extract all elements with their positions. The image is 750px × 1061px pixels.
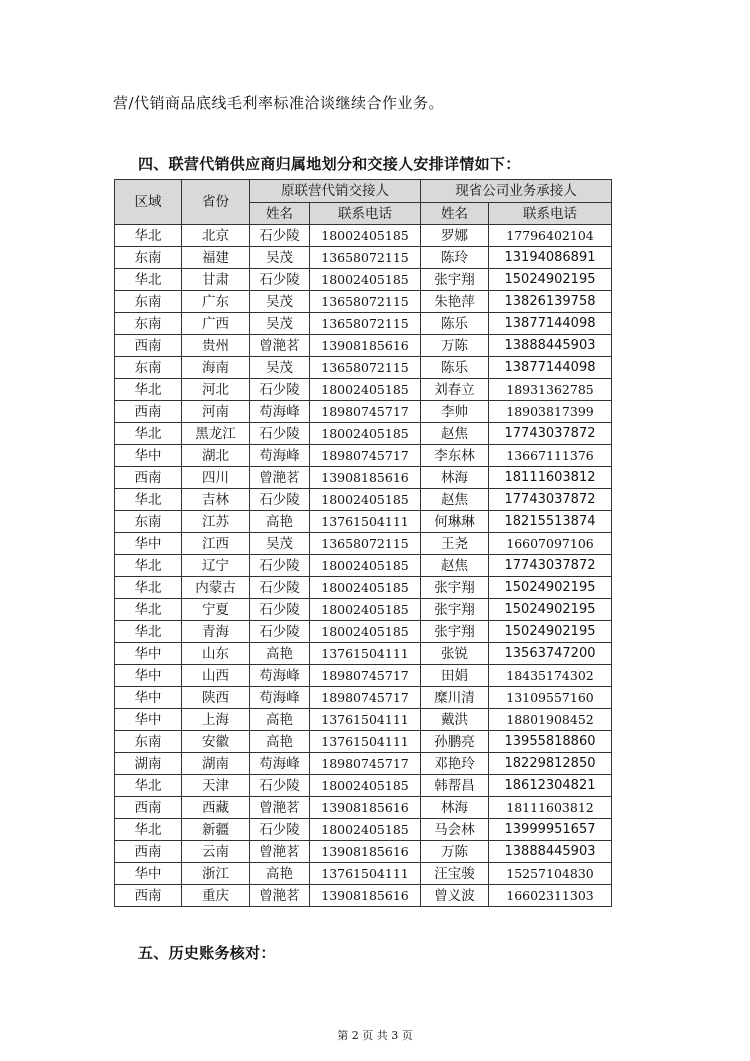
cell-new-phone: 18111603812 (489, 467, 612, 489)
cell-orig-name: 苟海峰 (250, 665, 310, 687)
cell-orig-name: 石少陵 (250, 269, 310, 291)
table-row (115, 555, 612, 577)
table-row (115, 687, 612, 709)
cell-new-phone: 13109557160 (489, 687, 612, 709)
cell-province: 西藏 (182, 797, 250, 819)
header-new-contact: 现省公司业务承接人 (421, 180, 612, 203)
cell-new-name: 糜川清 (421, 687, 489, 709)
cell-orig-phone: 13658072115 (310, 313, 421, 335)
cell-new-phone: 18229812850 (489, 753, 612, 775)
table-row (115, 225, 612, 247)
cell-orig-phone: 18980745717 (310, 401, 421, 423)
cell-orig-name: 苟海峰 (250, 445, 310, 467)
cell-orig-phone: 18002405185 (310, 423, 421, 445)
cell-province: 天津 (182, 775, 250, 797)
cell-new-phone: 16607097106 (489, 533, 612, 555)
table-row (115, 621, 612, 643)
cell-new-name: 张锐 (421, 643, 489, 665)
header-new-name: 姓名 (421, 203, 489, 225)
cell-province: 四川 (182, 467, 250, 489)
cell-region: 华中 (115, 533, 182, 555)
table-row (115, 401, 612, 423)
cell-province: 安徽 (182, 731, 250, 753)
cell-orig-name: 石少陵 (250, 599, 310, 621)
cell-region: 华北 (115, 269, 182, 291)
table-row (115, 291, 612, 313)
cell-province: 福建 (182, 247, 250, 269)
cell-orig-phone: 13908185616 (310, 335, 421, 357)
cell-province: 云南 (182, 841, 250, 863)
cell-province: 浙江 (182, 863, 250, 885)
cell-orig-name: 吴茂 (250, 357, 310, 379)
cell-orig-name: 石少陵 (250, 225, 310, 247)
cell-region: 东南 (115, 511, 182, 533)
table-row (115, 533, 612, 555)
cell-region: 华中 (115, 709, 182, 731)
cell-province: 陕西 (182, 687, 250, 709)
cell-orig-name: 石少陵 (250, 555, 310, 577)
cell-orig-name: 高艳 (250, 709, 310, 731)
header-original-contact: 原联营代销交接人 (250, 180, 421, 203)
section-four-heading: 四、联营代销供应商归属地划分和交接人安排详情如下： (138, 155, 521, 173)
table-row (115, 775, 612, 797)
cell-new-name: 李东林 (421, 445, 489, 467)
cell-orig-phone: 18002405185 (310, 269, 421, 291)
cell-new-phone: 15257104830 (489, 863, 612, 885)
cell-region: 华北 (115, 621, 182, 643)
cell-new-name: 张宇翔 (421, 621, 489, 643)
cell-province: 广东 (182, 291, 250, 313)
cell-orig-name: 苟海峰 (250, 753, 310, 775)
cell-new-phone: 18801908452 (489, 709, 612, 731)
table-row (115, 467, 612, 489)
cell-orig-name: 石少陵 (250, 621, 310, 643)
cell-new-name: 马会林 (421, 819, 489, 841)
cell-region: 华北 (115, 577, 182, 599)
table-row (115, 709, 612, 731)
cell-orig-phone: 13908185616 (310, 467, 421, 489)
cell-new-name: 田娟 (421, 665, 489, 687)
cell-new-phone: 17743037872 (489, 423, 612, 445)
cell-orig-phone: 13658072115 (310, 247, 421, 269)
table-row (115, 489, 612, 511)
cell-region: 华中 (115, 643, 182, 665)
continuation-paragraph: 营/代销商品底线毛利率标准洽谈继续合作业务。 (113, 94, 445, 112)
cell-orig-phone: 13658072115 (310, 291, 421, 313)
cell-province: 新疆 (182, 819, 250, 841)
cell-new-phone: 18612304821 (489, 775, 612, 797)
cell-orig-name: 吴茂 (250, 533, 310, 555)
cell-new-name: 朱艳萍 (421, 291, 489, 313)
header-orig-name: 姓名 (250, 203, 310, 225)
cell-orig-name: 曾滟茗 (250, 797, 310, 819)
cell-province: 广西 (182, 313, 250, 335)
cell-new-phone: 13888445903 (489, 841, 612, 863)
cell-orig-phone: 13761504111 (310, 511, 421, 533)
cell-province: 内蒙古 (182, 577, 250, 599)
cell-new-name: 赵焦 (421, 555, 489, 577)
cell-orig-name: 石少陵 (250, 423, 310, 445)
cell-new-name: 孙鹏亮 (421, 731, 489, 753)
cell-new-phone: 13877144098 (489, 357, 612, 379)
table-row (115, 863, 612, 885)
table-row (115, 445, 612, 467)
cell-province: 青海 (182, 621, 250, 643)
cell-new-name: 张宇翔 (421, 599, 489, 621)
cell-province: 贵州 (182, 335, 250, 357)
cell-orig-phone: 13761504111 (310, 643, 421, 665)
cell-province: 海南 (182, 357, 250, 379)
cell-new-name: 张宇翔 (421, 269, 489, 291)
cell-new-phone: 15024902195 (489, 577, 612, 599)
cell-region: 华中 (115, 445, 182, 467)
cell-new-name: 赵焦 (421, 489, 489, 511)
cell-orig-name: 苟海峰 (250, 687, 310, 709)
cell-region: 东南 (115, 247, 182, 269)
cell-new-phone: 15024902195 (489, 599, 612, 621)
cell-province: 宁夏 (182, 599, 250, 621)
cell-region: 西南 (115, 841, 182, 863)
cell-orig-name: 高艳 (250, 511, 310, 533)
cell-province: 重庆 (182, 885, 250, 907)
cell-new-phone: 15024902195 (489, 269, 612, 291)
cell-new-name: 曾义波 (421, 885, 489, 907)
section-five-heading: 五、历史账务核对： (138, 944, 276, 962)
table-row (115, 313, 612, 335)
cell-province: 辽宁 (182, 555, 250, 577)
cell-new-name: 陈乐 (421, 357, 489, 379)
cell-new-name: 罗娜 (421, 225, 489, 247)
cell-orig-phone: 18002405185 (310, 621, 421, 643)
cell-province: 北京 (182, 225, 250, 247)
cell-orig-name: 曾滟茗 (250, 885, 310, 907)
table-row (115, 797, 612, 819)
cell-region: 西南 (115, 401, 182, 423)
table-row (115, 665, 612, 687)
cell-orig-phone: 13908185616 (310, 797, 421, 819)
cell-province: 山东 (182, 643, 250, 665)
cell-region: 湖南 (115, 753, 182, 775)
cell-orig-phone: 18002405185 (310, 775, 421, 797)
table-row (115, 599, 612, 621)
cell-region: 华北 (115, 775, 182, 797)
cell-orig-phone: 18002405185 (310, 225, 421, 247)
cell-region: 华北 (115, 489, 182, 511)
cell-region: 华中 (115, 665, 182, 687)
cell-orig-name: 石少陵 (250, 489, 310, 511)
cell-new-name: 刘春立 (421, 379, 489, 401)
cell-orig-name: 高艳 (250, 863, 310, 885)
cell-orig-name: 高艳 (250, 731, 310, 753)
cell-orig-name: 曾滟茗 (250, 841, 310, 863)
cell-new-phone: 13563747200 (489, 643, 612, 665)
cell-new-phone: 17743037872 (489, 555, 612, 577)
table-row (115, 423, 612, 445)
table-row (115, 269, 612, 291)
table-row (115, 819, 612, 841)
cell-region: 东南 (115, 291, 182, 313)
cell-province: 甘肃 (182, 269, 250, 291)
cell-new-name: 汪宝骏 (421, 863, 489, 885)
cell-province: 上海 (182, 709, 250, 731)
cell-orig-phone: 13658072115 (310, 357, 421, 379)
cell-new-name: 邓艳玲 (421, 753, 489, 775)
table-row (115, 643, 612, 665)
cell-province: 河北 (182, 379, 250, 401)
cell-orig-name: 吴茂 (250, 247, 310, 269)
cell-orig-phone: 18980745717 (310, 665, 421, 687)
table-row (115, 753, 612, 775)
cell-province: 湖南 (182, 753, 250, 775)
cell-region: 华北 (115, 423, 182, 445)
cell-region: 西南 (115, 335, 182, 357)
cell-orig-phone: 18002405185 (310, 599, 421, 621)
cell-orig-phone: 13908185616 (310, 885, 421, 907)
table-row (115, 247, 612, 269)
cell-region: 华北 (115, 225, 182, 247)
cell-region: 华北 (115, 819, 182, 841)
cell-new-name: 万陈 (421, 841, 489, 863)
table-row (115, 577, 612, 599)
cell-region: 华北 (115, 379, 182, 401)
cell-new-name: 何琳琳 (421, 511, 489, 533)
header-orig-phone: 联系电话 (310, 203, 421, 225)
cell-province: 吉林 (182, 489, 250, 511)
cell-orig-phone: 18980745717 (310, 445, 421, 467)
cell-orig-name: 曾滟茗 (250, 467, 310, 489)
cell-region: 华北 (115, 555, 182, 577)
cell-orig-name: 苟海峰 (250, 401, 310, 423)
cell-province: 湖北 (182, 445, 250, 467)
cell-region: 华中 (115, 687, 182, 709)
cell-new-phone: 18931362785 (489, 379, 612, 401)
cell-new-name: 万陈 (421, 335, 489, 357)
cell-orig-phone: 18002405185 (310, 819, 421, 841)
cell-new-name: 韩帮昌 (421, 775, 489, 797)
table-row (115, 335, 612, 357)
cell-orig-name: 高艳 (250, 643, 310, 665)
cell-region: 东南 (115, 731, 182, 753)
cell-orig-phone: 18980745717 (310, 687, 421, 709)
supplier-handover-table (114, 179, 612, 907)
cell-region: 西南 (115, 885, 182, 907)
cell-new-phone: 17796402104 (489, 225, 612, 247)
cell-region: 西南 (115, 797, 182, 819)
cell-new-name: 戴洪 (421, 709, 489, 731)
cell-orig-name: 石少陵 (250, 379, 310, 401)
cell-new-phone: 18903817399 (489, 401, 612, 423)
table-row (115, 841, 612, 863)
cell-orig-phone: 18980745717 (310, 753, 421, 775)
table-row (115, 357, 612, 379)
cell-new-name: 林海 (421, 467, 489, 489)
cell-province: 江苏 (182, 511, 250, 533)
cell-orig-phone: 13761504111 (310, 709, 421, 731)
cell-new-name: 张宇翔 (421, 577, 489, 599)
cell-region: 东南 (115, 313, 182, 335)
cell-province: 山西 (182, 665, 250, 687)
header-new-phone: 联系电话 (489, 203, 612, 225)
cell-orig-name: 石少陵 (250, 775, 310, 797)
cell-region: 华中 (115, 863, 182, 885)
cell-new-phone: 17743037872 (489, 489, 612, 511)
cell-new-name: 陈玲 (421, 247, 489, 269)
table-row (115, 731, 612, 753)
cell-new-name: 王尧 (421, 533, 489, 555)
header-province: 省份 (182, 180, 250, 225)
cell-new-name: 赵焦 (421, 423, 489, 445)
header-region: 区域 (115, 180, 182, 225)
cell-new-phone: 13667111376 (489, 445, 612, 467)
cell-new-name: 陈乐 (421, 313, 489, 335)
cell-orig-name: 曾滟茗 (250, 335, 310, 357)
cell-orig-name: 吴茂 (250, 313, 310, 335)
cell-orig-phone: 18002405185 (310, 489, 421, 511)
cell-new-phone: 15024902195 (489, 621, 612, 643)
cell-new-phone: 13999951657 (489, 819, 612, 841)
cell-region: 西南 (115, 467, 182, 489)
cell-new-phone: 13826139758 (489, 291, 612, 313)
cell-orig-phone: 13761504111 (310, 863, 421, 885)
cell-province: 河南 (182, 401, 250, 423)
cell-new-phone: 18215513874 (489, 511, 612, 533)
cell-orig-phone: 13658072115 (310, 533, 421, 555)
cell-new-name: 李帅 (421, 401, 489, 423)
cell-province: 江西 (182, 533, 250, 555)
cell-new-phone: 13955818860 (489, 731, 612, 753)
cell-orig-phone: 18002405185 (310, 577, 421, 599)
cell-region: 东南 (115, 357, 182, 379)
cell-new-phone: 18111603812 (489, 797, 612, 819)
table-row (115, 379, 612, 401)
page-footer: 第 2 页 共 3 页 (337, 1029, 413, 1042)
cell-orig-name: 石少陵 (250, 819, 310, 841)
cell-orig-phone: 13908185616 (310, 841, 421, 863)
cell-new-name: 林海 (421, 797, 489, 819)
table-body (115, 225, 612, 907)
cell-new-phone: 18435174302 (489, 665, 612, 687)
cell-new-phone: 16602311303 (489, 885, 612, 907)
cell-orig-phone: 18002405185 (310, 379, 421, 401)
table-row (115, 885, 612, 907)
cell-orig-name: 吴茂 (250, 291, 310, 313)
cell-province: 黑龙江 (182, 423, 250, 445)
cell-new-phone: 13888445903 (489, 335, 612, 357)
table-row (115, 511, 612, 533)
cell-new-phone: 13194086891 (489, 247, 612, 269)
cell-orig-name: 石少陵 (250, 577, 310, 599)
cell-orig-phone: 13761504111 (310, 731, 421, 753)
cell-orig-phone: 18002405185 (310, 555, 421, 577)
cell-region: 华北 (115, 599, 182, 621)
cell-new-phone: 13877144098 (489, 313, 612, 335)
